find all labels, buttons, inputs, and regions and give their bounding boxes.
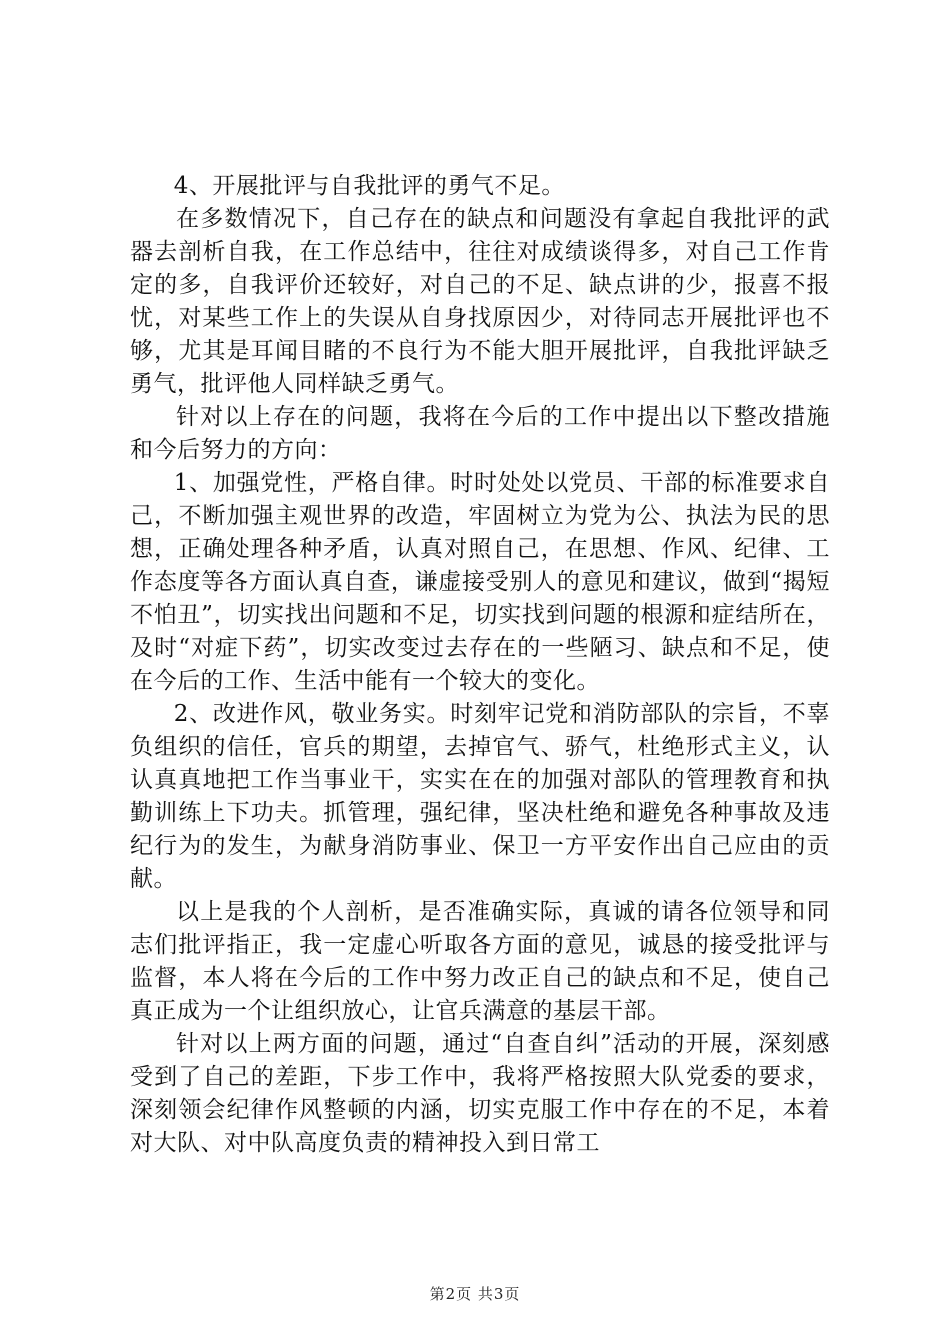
document-body: [130, 170, 830, 1160]
paragraph-conclusion: 以上是我的个人剖析，是否准确实际，真诚的请各位领导和同志们批评指正，我一定虚心听取各方面的意见，诚恳的接受批评与监督，本人将在今后的工作中努力改正自己的缺点和不足，使自己真正成为一个让组织放心，让官兵满意的基层干部。: [130, 899, 830, 1024]
page-number-footer: 第2页 共3页: [429, 1285, 521, 1303]
paragraph-heading-4: 4、开展批评与自我批评的勇气不足。: [173, 173, 565, 199]
paragraph-next-steps: 针对以上两方面的问题，通过“自查自纠”活动的开展，深刻感受到了自己的差距，下步工作中，我将严格按照大队党委的要求，深刻领会纪律作风整顿的内涵，切实克服工作中存在的不足，本着对大队、对中队高度负责的精神投入到日常工: [130, 1031, 830, 1156]
paragraph-measure-2: 2、改进作风，敬业务实。时刻牢记党和消防部队的宗旨，不辜负组织的信任，官兵的期望，去掉官气、骄气，杜绝形式主义，认认真真地把工作当事业干，实实在在的加强对部队的管理教育和执勤训练上下功夫。抓管理，强纪律，坚决杜绝和避免各种事故及违纪行为的发生，为献身消防事业、保卫一方平安作出自己应由的贡献。: [130, 701, 830, 892]
paragraph-measures-intro: 针对以上存在的问题，我将在今后的工作中提出以下整改措施和今后努力的方向：: [130, 404, 830, 463]
paragraph-measure-1: 1、加强党性，严格自律。时时处处以党员、干部的标准要求自己，不断加强主观世界的改造，牢固树立为党为公、执法为民的思想，正确处理各种矛盾，认真对照自己，在思想、作风、纪律、工作态度等各方面认真自查，谦虚接受别人的意见和建议，做到“揭短不怕丑”，切实找出问题和不足，切实找到问题的根源和症结所在，及时“对症下药”，切实改变过去存在的一些陋习、缺点和不足，使在今后的工作、生活中能有一个较大的变化。: [130, 470, 830, 694]
paragraph-self-criticism: 在多数情况下，自己存在的缺点和问题没有拿起自我批评的武器去剖析自我，在工作总结中，往往对成绩谈得多，对自己工作肯定的多，自我评价还较好，对自己的不足、缺点讲的少，报喜不报忧，对某些工作上的失误从自身找原因少，对待同志开展批评也不够，尤其是耳闻目睹的不良行为不能大胆开展批评，自我批评缺乏勇气，批评他人同样缺乏勇气。: [130, 206, 830, 397]
